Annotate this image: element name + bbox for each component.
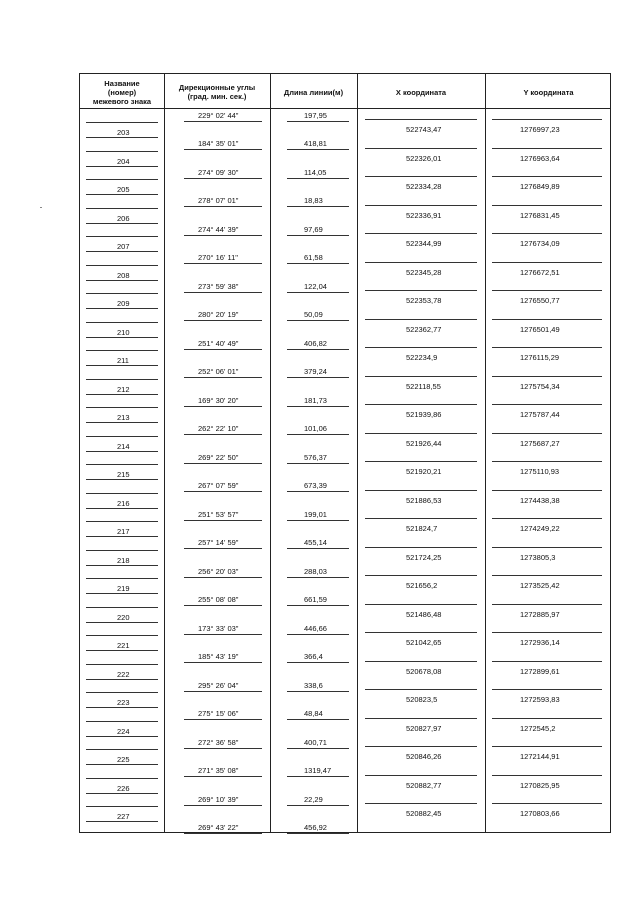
segment-angle: 273° 59' 38" [198, 282, 239, 291]
cell-underline [86, 236, 158, 237]
cell-underline [492, 575, 602, 576]
cell-underline [184, 577, 262, 578]
cell-underline [365, 746, 477, 747]
cell-underline [86, 493, 158, 494]
segment-length: 61,58 [304, 253, 323, 262]
cell-underline [184, 434, 262, 435]
segment-angle: 262° 22' 10" [198, 424, 239, 433]
cell-underline [365, 233, 477, 234]
y-coordinate: 1272899,61 [520, 667, 560, 676]
segment-angle: 251° 40' 49" [198, 339, 239, 348]
cell-underline [287, 634, 349, 635]
x-coordinate: 522118,55 [406, 382, 441, 391]
cell-underline [86, 379, 158, 380]
segment-length: 576,37 [304, 453, 327, 462]
cell-underline [287, 833, 349, 834]
segment-length: 1319,47 [304, 766, 332, 775]
cell-underline [287, 491, 349, 492]
cell-underline [287, 520, 349, 521]
segment-angle: 256° 20' 03" [198, 567, 239, 576]
cell-underline [86, 464, 158, 465]
cell-underline [365, 718, 477, 719]
x-coordinate: 521486,48 [406, 610, 442, 619]
point-name: 224 [117, 727, 130, 736]
cell-underline [86, 593, 158, 594]
cell-underline [86, 194, 158, 195]
x-coordinate: 522362,77 [406, 325, 442, 334]
cell-underline [86, 806, 158, 807]
cell-underline [287, 605, 349, 606]
point-name: 222 [117, 670, 130, 679]
point-name: 204 [117, 157, 130, 166]
cell-underline [492, 262, 602, 263]
segment-angle: 295° 26' 04" [198, 681, 239, 690]
segment-length: 456,92 [304, 823, 327, 832]
cell-underline [492, 290, 602, 291]
segment-length: 22,29 [304, 795, 323, 804]
cell-underline [86, 778, 158, 779]
cell-underline [86, 821, 158, 822]
segment-length: 114,05 [304, 168, 327, 177]
x-coordinate: 522336,91 [406, 211, 442, 220]
y-coordinate: 1275687,27 [520, 439, 560, 448]
cell-underline [86, 622, 158, 623]
cell-underline [184, 691, 262, 692]
cell-underline [86, 793, 158, 794]
point-name: 211 [117, 356, 129, 365]
cell-underline [287, 406, 349, 407]
header-y-coordinate: Y координата [523, 87, 574, 97]
segment-angle: 272° 36' 58" [198, 738, 239, 747]
cell-underline [86, 394, 158, 395]
cell-underline [86, 736, 158, 737]
y-coordinate: 1274249,22 [520, 524, 560, 533]
segment-length: 400,71 [304, 738, 327, 747]
cell-underline [184, 149, 262, 150]
y-coordinate: 1272144,91 [520, 752, 560, 761]
header-point-name: Название (номер) межевого знака [92, 78, 152, 106]
point-name: 227 [117, 812, 130, 821]
cell-underline [86, 764, 158, 765]
cell-underline [86, 179, 158, 180]
segment-angle: 269° 22' 50" [198, 453, 239, 462]
cell-underline [86, 322, 158, 323]
cell-underline [184, 377, 262, 378]
cell-underline [365, 176, 477, 177]
x-coordinate: 521920,21 [406, 467, 442, 476]
y-coordinate: 1276849,89 [520, 182, 560, 191]
cell-underline [184, 748, 262, 749]
cell-underline [86, 521, 158, 522]
cell-underline [287, 178, 349, 179]
point-name: 213 [117, 413, 130, 422]
column-divider [164, 74, 165, 832]
x-coordinate: 520827,97 [406, 724, 442, 733]
x-coordinate: 522345,28 [406, 268, 442, 277]
y-coordinate: 1276672,51 [520, 268, 560, 277]
header-divider [80, 108, 610, 109]
segment-angle: 255° 08' 08" [198, 595, 239, 604]
x-coordinate: 521656,2 [406, 581, 438, 590]
y-coordinate: 1276501,49 [520, 325, 560, 334]
x-coordinate: 520846,26 [406, 752, 442, 761]
point-name: 207 [117, 242, 130, 251]
cell-underline [86, 208, 158, 209]
cell-underline [86, 223, 158, 224]
cell-underline [365, 148, 477, 149]
segment-length: 18,83 [304, 196, 323, 205]
cell-underline [492, 547, 602, 548]
cell-underline [365, 661, 477, 662]
point-name: 209 [117, 299, 130, 308]
cell-underline [86, 137, 158, 138]
cell-underline [86, 635, 158, 636]
cell-underline [287, 235, 349, 236]
column-divider [357, 74, 358, 832]
y-coordinate: 1272885,97 [520, 610, 560, 619]
cell-underline [86, 308, 158, 309]
segment-length: 366,4 [304, 652, 323, 661]
y-coordinate: 1276550,77 [520, 296, 560, 305]
y-coordinate: 1270825,95 [520, 781, 560, 790]
cell-underline [365, 518, 477, 519]
column-divider [485, 74, 486, 832]
cell-underline [365, 376, 477, 377]
cell-underline [184, 833, 262, 834]
cell-underline [184, 520, 262, 521]
cell-underline [86, 350, 158, 351]
header-line-length: Длина линии(м) [283, 87, 344, 97]
cell-underline [184, 605, 262, 606]
x-coordinate: 520882,77 [406, 781, 442, 790]
segment-angle: 274° 09' 30" [198, 168, 239, 177]
segment-length: 446,66 [304, 624, 327, 633]
cell-underline [86, 151, 158, 152]
cell-underline [365, 290, 477, 291]
cell-underline [184, 719, 262, 720]
cell-underline [184, 121, 262, 122]
y-coordinate: 1275110,93 [520, 467, 560, 476]
y-coordinate: 1276963,64 [520, 154, 560, 163]
cell-underline [184, 776, 262, 777]
cell-underline [365, 547, 477, 548]
cell-underline [287, 662, 349, 663]
cell-underline [287, 463, 349, 464]
cell-underline [365, 119, 477, 120]
segment-angle: 274° 44' 39" [198, 225, 239, 234]
cell-underline [492, 176, 602, 177]
cell-underline [365, 775, 477, 776]
segment-length: 338,6 [304, 681, 323, 690]
x-coordinate: 522234,9 [406, 353, 438, 362]
point-name: 208 [117, 271, 130, 280]
y-coordinate: 1274438,38 [520, 496, 560, 505]
segment-angle: 275° 15' 06" [198, 709, 239, 718]
y-coordinate: 1272593,83 [520, 695, 560, 704]
cell-underline [492, 718, 602, 719]
segment-angle: 269° 10' 39" [198, 795, 239, 804]
x-coordinate: 522353,78 [406, 296, 442, 305]
cell-underline [287, 263, 349, 264]
cell-underline [365, 404, 477, 405]
x-coordinate: 522326,01 [406, 154, 442, 163]
point-name: 225 [117, 755, 130, 764]
x-coordinate: 521886,53 [406, 496, 442, 505]
point-name: 214 [117, 442, 130, 451]
point-name: 220 [117, 613, 130, 622]
y-coordinate: 1275754,34 [520, 382, 560, 391]
point-name: 219 [117, 584, 130, 593]
cell-underline [492, 148, 602, 149]
cell-underline [287, 577, 349, 578]
cell-underline [86, 508, 158, 509]
cell-underline [86, 166, 158, 167]
cell-underline [86, 293, 158, 294]
cell-underline [86, 550, 158, 551]
cell-underline [86, 692, 158, 693]
segment-length: 418,81 [304, 139, 327, 148]
cell-underline [492, 518, 602, 519]
x-coordinate: 522344,99 [406, 239, 442, 248]
x-coordinate: 521926,44 [406, 439, 442, 448]
point-name: 206 [117, 214, 130, 223]
boundary-points-table [79, 73, 611, 833]
cell-underline [365, 347, 477, 348]
cell-underline [184, 206, 262, 207]
cell-underline [492, 433, 602, 434]
y-coordinate: 1275787,44 [520, 410, 560, 419]
segment-length: 406,82 [304, 339, 327, 348]
segment-angle: 185° 43' 19" [198, 652, 239, 661]
cell-underline [492, 689, 602, 690]
cell-underline [184, 548, 262, 549]
point-name: 215 [117, 470, 130, 479]
segment-length: 50,09 [304, 310, 323, 319]
segment-angle: 252° 06' 01" [198, 367, 239, 376]
cell-underline [86, 280, 158, 281]
segment-length: 48,84 [304, 709, 323, 718]
cell-underline [184, 662, 262, 663]
point-name: 226 [117, 784, 130, 793]
scan-speck [40, 207, 42, 208]
x-coordinate: 522743,47 [406, 125, 442, 134]
cell-underline [492, 119, 602, 120]
cell-underline [184, 463, 262, 464]
cell-underline [86, 365, 158, 366]
y-coordinate: 1272936,14 [520, 638, 560, 647]
segment-length: 199,01 [304, 510, 327, 519]
segment-angle: 278° 07' 01" [198, 196, 239, 205]
cell-underline [492, 775, 602, 776]
cell-underline [184, 320, 262, 321]
cell-underline [86, 707, 158, 708]
segment-angle: 173° 33' 03" [198, 624, 239, 633]
y-coordinate: 1273525,42 [520, 581, 560, 590]
x-coordinate: 521939,86 [406, 410, 442, 419]
x-coordinate: 520678,08 [406, 667, 442, 676]
segment-length: 181,73 [304, 396, 327, 405]
segment-length: 197,95 [304, 111, 327, 120]
cell-underline [86, 578, 158, 579]
cell-underline [86, 679, 158, 680]
segment-angle: 271° 35' 08" [198, 766, 239, 775]
segment-angle: 251° 53' 57" [198, 510, 239, 519]
y-coordinate: 1276831,45 [520, 211, 560, 220]
cell-underline [365, 632, 477, 633]
cell-underline [287, 805, 349, 806]
cell-underline [184, 634, 262, 635]
cell-underline [184, 349, 262, 350]
header-x-coordinate: X координата [395, 87, 447, 97]
cell-underline [86, 436, 158, 437]
cell-underline [492, 604, 602, 605]
point-name: 216 [117, 499, 130, 508]
header-direction-angles: Дирекционные углы (град. мин. сек.) [178, 83, 256, 101]
cell-underline [287, 349, 349, 350]
cell-underline [86, 536, 158, 537]
cell-underline [86, 479, 158, 480]
segment-angle: 280° 20' 19" [198, 310, 239, 319]
y-coordinate: 1276734,09 [520, 239, 560, 248]
point-name: 223 [117, 698, 130, 707]
cell-underline [184, 235, 262, 236]
cell-underline [184, 491, 262, 492]
cell-underline [184, 292, 262, 293]
cell-underline [86, 650, 158, 651]
x-coordinate: 520823,5 [406, 695, 438, 704]
cell-underline [86, 664, 158, 665]
point-name: 210 [117, 328, 130, 337]
segment-angle: 269° 43' 22" [198, 823, 239, 832]
cell-underline [287, 434, 349, 435]
cell-underline [492, 205, 602, 206]
cell-underline [492, 803, 602, 804]
cell-underline [86, 749, 158, 750]
x-coordinate: 521042,65 [406, 638, 442, 647]
column-divider [270, 74, 271, 832]
segment-length: 673,39 [304, 481, 327, 490]
cell-underline [365, 604, 477, 605]
segment-length: 288,03 [304, 567, 327, 576]
cell-underline [184, 406, 262, 407]
point-name: 212 [117, 385, 130, 394]
cell-underline [86, 122, 158, 123]
cell-underline [492, 490, 602, 491]
cell-underline [365, 461, 477, 462]
cell-underline [86, 565, 158, 566]
cell-underline [287, 748, 349, 749]
cell-underline [365, 319, 477, 320]
cell-underline [86, 451, 158, 452]
cell-underline [287, 149, 349, 150]
segment-angle: 229° 02' 44" [198, 111, 239, 120]
cell-underline [287, 206, 349, 207]
cell-underline [492, 404, 602, 405]
point-name: 218 [117, 556, 130, 565]
cell-underline [365, 575, 477, 576]
cell-underline [287, 691, 349, 692]
cell-underline [492, 746, 602, 747]
cell-underline [365, 803, 477, 804]
segment-angle: 267° 07' 59" [198, 481, 239, 490]
segment-angle: 257° 14' 59" [198, 538, 239, 547]
segment-length: 379,24 [304, 367, 327, 376]
x-coordinate: 521824,7 [406, 524, 438, 533]
x-coordinate: 521724,25 [406, 553, 442, 562]
point-name: 217 [117, 527, 130, 536]
cell-underline [287, 292, 349, 293]
cell-underline [287, 548, 349, 549]
segment-length: 101,06 [304, 424, 327, 433]
cell-underline [86, 607, 158, 608]
point-name: 221 [117, 641, 130, 650]
segment-angle: 184° 35' 01" [198, 139, 239, 148]
cell-underline [492, 233, 602, 234]
cell-underline [287, 776, 349, 777]
segment-length: 455,14 [304, 538, 327, 547]
cell-underline [287, 320, 349, 321]
cell-underline [492, 661, 602, 662]
cell-underline [365, 689, 477, 690]
point-name: 203 [117, 128, 130, 137]
y-coordinate: 1273805,3 [520, 553, 556, 562]
cell-underline [287, 121, 349, 122]
cell-underline [86, 251, 158, 252]
segment-angle: 169° 30' 20" [198, 396, 239, 405]
cell-underline [86, 721, 158, 722]
y-coordinate: 1276115,29 [520, 353, 560, 362]
cell-underline [86, 265, 158, 266]
point-name: 205 [117, 185, 130, 194]
cell-underline [492, 632, 602, 633]
cell-underline [287, 377, 349, 378]
cell-underline [492, 347, 602, 348]
y-coordinate: 1276997,23 [520, 125, 560, 134]
cell-underline [365, 205, 477, 206]
segment-length: 97,69 [304, 225, 323, 234]
cell-underline [287, 719, 349, 720]
cell-underline [86, 407, 158, 408]
cell-underline [492, 461, 602, 462]
x-coordinate: 522334,28 [406, 182, 442, 191]
segment-length: 122,04 [304, 282, 327, 291]
cell-underline [86, 422, 158, 423]
cell-underline [86, 337, 158, 338]
y-coordinate: 1270803,66 [520, 809, 560, 818]
cell-underline [365, 433, 477, 434]
cell-underline [184, 263, 262, 264]
cell-underline [492, 319, 602, 320]
y-coordinate: 1272545,2 [520, 724, 556, 733]
segment-length: 661,59 [304, 595, 327, 604]
cell-underline [365, 490, 477, 491]
cell-underline [184, 805, 262, 806]
segment-angle: 270° 16' 11" [198, 253, 238, 262]
x-coordinate: 520882,45 [406, 809, 442, 818]
cell-underline [492, 376, 602, 377]
cell-underline [365, 262, 477, 263]
cell-underline [184, 178, 262, 179]
